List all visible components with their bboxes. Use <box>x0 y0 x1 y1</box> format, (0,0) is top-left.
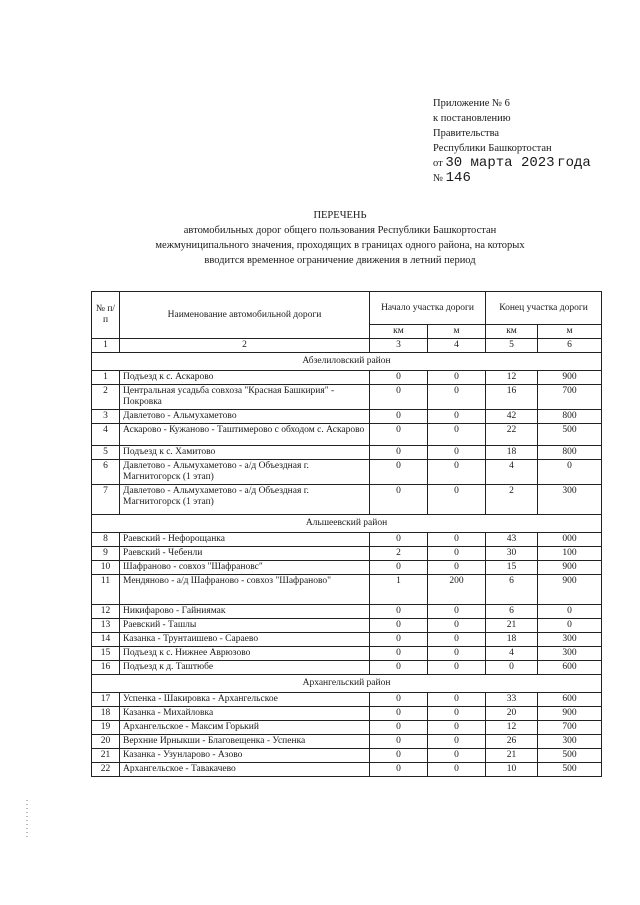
end-m: 600 <box>538 661 602 675</box>
end-km: 10 <box>486 763 538 777</box>
index-cell: 3 <box>370 339 428 353</box>
start-m: 0 <box>428 707 486 721</box>
end-km: 30 <box>486 547 538 561</box>
region-row <box>92 515 602 533</box>
table-row <box>92 561 602 575</box>
end-km: 43 <box>486 533 538 547</box>
start-m: 0 <box>428 693 486 707</box>
row-number: 19 <box>92 721 120 735</box>
road-name: Архангельское - Тавакачево <box>120 763 370 777</box>
end-km: 4 <box>486 647 538 661</box>
start-m: 0 <box>428 749 486 763</box>
row-number: 14 <box>92 633 120 647</box>
end-km: 20 <box>486 707 538 721</box>
start-m: 0 <box>428 605 486 619</box>
date-value: 30 марта 2023 <box>445 155 555 171</box>
index-cell: 2 <box>120 339 370 353</box>
start-km: 0 <box>370 763 428 777</box>
header-num: № п/п <box>92 292 120 339</box>
index-cell: 1 <box>92 339 120 353</box>
table-row <box>92 763 602 777</box>
end-m: 600 <box>538 693 602 707</box>
date-suffix: года <box>557 155 591 171</box>
index-row <box>92 339 602 353</box>
row-number: 12 <box>92 605 120 619</box>
end-m: 500 <box>538 763 602 777</box>
table-row <box>92 547 602 561</box>
end-m: 300 <box>538 735 602 749</box>
row-number: 21 <box>92 749 120 763</box>
start-km: 0 <box>370 561 428 575</box>
header-end-km: км <box>486 325 538 339</box>
appendix-number <box>433 171 633 186</box>
table-row <box>92 533 602 547</box>
table-row <box>92 707 602 721</box>
start-m: 0 <box>428 533 486 547</box>
table-row <box>92 485 602 515</box>
document-title <box>120 208 560 268</box>
road-name: Подъезд к д. Таштюбе <box>120 661 370 675</box>
start-km: 0 <box>370 707 428 721</box>
title-heading: ПЕРЕЧЕНЬ <box>313 210 367 221</box>
row-number: 4 <box>92 424 120 446</box>
end-km: 6 <box>486 575 538 605</box>
row-number: 16 <box>92 661 120 675</box>
table-row <box>92 385 602 410</box>
index-cell: 6 <box>538 339 602 353</box>
road-name: Раевский - Нефорощанка <box>120 533 370 547</box>
region-name: Архангельский район <box>92 675 602 693</box>
start-m: 200 <box>428 575 486 605</box>
appendix-line: Приложение № 6 <box>433 98 510 109</box>
table-row <box>92 721 602 735</box>
start-m: 0 <box>428 385 486 410</box>
region-row <box>92 675 602 693</box>
end-km: 21 <box>486 749 538 763</box>
table-row <box>92 735 602 749</box>
row-number: 20 <box>92 735 120 749</box>
end-m: 900 <box>538 575 602 605</box>
road-name: Архангельское - Максим Горький <box>120 721 370 735</box>
row-number: 11 <box>92 575 120 605</box>
start-m: 0 <box>428 460 486 485</box>
road-name: Раевский - Чебенли <box>120 547 370 561</box>
row-number: 5 <box>92 446 120 460</box>
start-m: 0 <box>428 633 486 647</box>
number-value: 146 <box>445 170 471 186</box>
end-km: 4 <box>486 460 538 485</box>
row-number: 6 <box>92 460 120 485</box>
end-km: 12 <box>486 371 538 385</box>
start-m: 0 <box>428 619 486 633</box>
start-km: 0 <box>370 721 428 735</box>
start-m: 0 <box>428 647 486 661</box>
date-prefix: от <box>433 158 443 169</box>
start-km: 0 <box>370 605 428 619</box>
region-name: Абзелиловский район <box>92 353 602 371</box>
start-km: 0 <box>370 410 428 424</box>
end-m: 700 <box>538 721 602 735</box>
end-m: 0 <box>538 460 602 485</box>
start-km: 0 <box>370 533 428 547</box>
end-km: 42 <box>486 410 538 424</box>
road-name: Подъезд к с. Нижнее Аврюзово <box>120 647 370 661</box>
start-km: 0 <box>370 661 428 675</box>
start-m: 0 <box>428 424 486 446</box>
start-km: 0 <box>370 633 428 647</box>
title-line: автомобильных дорог общего пользования Республики Башкортостан <box>183 225 497 236</box>
road-name: Аскарово - Кужаново - Таштимерово с обходом с. Аскарово <box>120 424 370 446</box>
region-row <box>92 353 602 371</box>
end-m: 900 <box>538 371 602 385</box>
start-km: 0 <box>370 460 428 485</box>
title-line: межмуниципального значения, проходящих в границах одного района, на которых <box>155 240 525 251</box>
end-m: 100 <box>538 547 602 561</box>
table-row <box>92 633 602 647</box>
table-body <box>92 353 602 777</box>
road-name: Никифарово - Гайниямак <box>120 605 370 619</box>
row-number: 8 <box>92 533 120 547</box>
header-start-m: м <box>428 325 486 339</box>
start-m: 0 <box>428 763 486 777</box>
row-number: 17 <box>92 693 120 707</box>
table-row <box>92 661 602 675</box>
end-km: 26 <box>486 735 538 749</box>
row-number: 15 <box>92 647 120 661</box>
table-row <box>92 619 602 633</box>
header-end: Конец участка дороги <box>486 292 602 325</box>
start-km: 0 <box>370 693 428 707</box>
start-m: 0 <box>428 446 486 460</box>
row-number: 7 <box>92 485 120 515</box>
road-name: Казанка - Михайловка <box>120 707 370 721</box>
appendix-line: к постановлению <box>433 113 511 124</box>
table-row <box>92 575 602 605</box>
road-name: Давлетово - Альмухаметово - а/д Объездная г. Магнитогорск (1 этап) <box>120 485 370 515</box>
end-m: 900 <box>538 707 602 721</box>
road-name: Успенка - Шакировка - Архангельское <box>120 693 370 707</box>
header-start-km: км <box>370 325 428 339</box>
start-km: 0 <box>370 749 428 763</box>
scan-margin-marks <box>26 800 28 840</box>
title-line: вводится временное ограничение движения в летний период <box>204 255 476 266</box>
end-m: 800 <box>538 410 602 424</box>
end-m: 500 <box>538 749 602 763</box>
road-name: Казанка - Узунларово - Азово <box>120 749 370 763</box>
table-row <box>92 410 602 424</box>
start-m: 0 <box>428 721 486 735</box>
row-number: 1 <box>92 371 120 385</box>
end-km: 12 <box>486 721 538 735</box>
start-km: 0 <box>370 735 428 749</box>
start-km: 0 <box>370 647 428 661</box>
road-name: Раевский - Ташлы <box>120 619 370 633</box>
start-km: 0 <box>370 619 428 633</box>
road-name: Верхние Ирныкши - Благовещенка - Успенка <box>120 735 370 749</box>
header-name: Наименование автомобильной дороги <box>120 292 370 339</box>
road-name: Мендяново - а/д Шафраново - совхоз "Шафраново" <box>120 575 370 605</box>
start-m: 0 <box>428 661 486 675</box>
table-row <box>92 424 602 446</box>
end-km: 0 <box>486 661 538 675</box>
appendix-block <box>433 96 633 186</box>
end-km: 2 <box>486 485 538 515</box>
row-number: 9 <box>92 547 120 561</box>
start-km: 0 <box>370 446 428 460</box>
table-row <box>92 647 602 661</box>
start-km: 2 <box>370 547 428 561</box>
road-name: Подъезд к с. Аскарово <box>120 371 370 385</box>
end-m: 000 <box>538 533 602 547</box>
end-km: 22 <box>486 424 538 446</box>
appendix-line: Правительства <box>433 128 500 139</box>
start-km: 0 <box>370 385 428 410</box>
header-start: Начало участка дороги <box>370 292 486 325</box>
end-km: 33 <box>486 693 538 707</box>
start-km: 0 <box>370 371 428 385</box>
road-name: Подъезд к с. Хамитово <box>120 446 370 460</box>
start-m: 0 <box>428 410 486 424</box>
end-m: 500 <box>538 424 602 446</box>
number-prefix: № <box>433 173 444 184</box>
row-number: 10 <box>92 561 120 575</box>
start-m: 0 <box>428 561 486 575</box>
start-km: 0 <box>370 424 428 446</box>
table-row <box>92 446 602 460</box>
end-m: 700 <box>538 385 602 410</box>
table-row <box>92 460 602 485</box>
row-number: 22 <box>92 763 120 777</box>
region-name: Альшеевский район <box>92 515 602 533</box>
start-m: 0 <box>428 485 486 515</box>
end-m: 0 <box>538 619 602 633</box>
row-number: 13 <box>92 619 120 633</box>
row-number: 18 <box>92 707 120 721</box>
header-row <box>92 292 602 325</box>
road-name: Центральная усадьба совхоза "Красная Башкирия" - Покровка <box>120 385 370 410</box>
road-name: Казанка - Трунтаишево - Сараево <box>120 633 370 647</box>
index-cell: 5 <box>486 339 538 353</box>
end-km: 21 <box>486 619 538 633</box>
road-name: Шафраново - совхоз "Шафрановс" <box>120 561 370 575</box>
end-km: 18 <box>486 446 538 460</box>
end-m: 800 <box>538 446 602 460</box>
end-m: 900 <box>538 561 602 575</box>
appendix-date <box>433 156 633 171</box>
start-km: 0 <box>370 485 428 515</box>
start-m: 0 <box>428 547 486 561</box>
end-km: 15 <box>486 561 538 575</box>
end-m: 300 <box>538 485 602 515</box>
end-km: 6 <box>486 605 538 619</box>
end-km: 18 <box>486 633 538 647</box>
index-cell: 4 <box>428 339 486 353</box>
end-km: 16 <box>486 385 538 410</box>
row-number: 2 <box>92 385 120 410</box>
header-end-m: м <box>538 325 602 339</box>
table-row <box>92 749 602 763</box>
start-m: 0 <box>428 371 486 385</box>
end-m: 300 <box>538 633 602 647</box>
table-row <box>92 371 602 385</box>
table-row <box>92 605 602 619</box>
road-name: Давлетово - Альмухаметово - а/д Объездная г. Магнитогорск (1 этап) <box>120 460 370 485</box>
appendix-line: Республики Башкортостан <box>433 143 552 154</box>
end-m: 300 <box>538 647 602 661</box>
roads-table <box>91 291 602 777</box>
end-m: 0 <box>538 605 602 619</box>
start-m: 0 <box>428 735 486 749</box>
row-number: 3 <box>92 410 120 424</box>
start-km: 1 <box>370 575 428 605</box>
table-row <box>92 693 602 707</box>
road-name: Давлетово - Альмухаметово <box>120 410 370 424</box>
